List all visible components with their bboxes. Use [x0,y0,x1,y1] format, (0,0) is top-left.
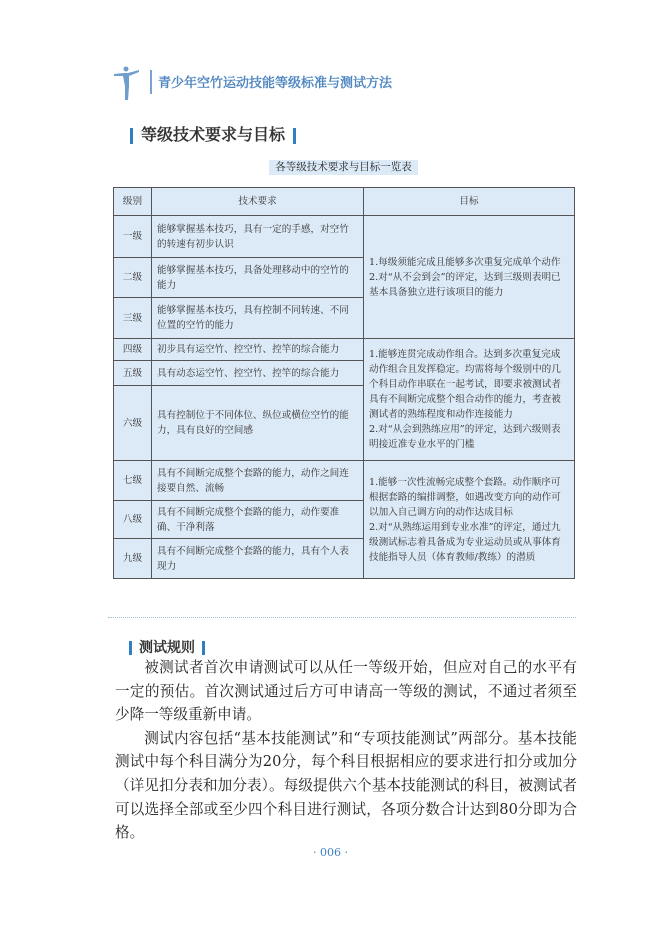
goal-cell [364,216,575,339]
paragraph: 被测试者首次申请测试可以从任一等级开始，但应对自己的水平有一定的预估。首次测试通过后方可申请高一等级的测试，不通过者须至少降一等级重新申请。 [115,659,577,724]
table-header-row [114,188,575,216]
requirement-cell: 具有不间断完成整个套路的能力，动作要准确、干净利落 [152,501,364,539]
athlete-figure-icon [112,64,142,102]
requirement-cell: 能够掌握基本技巧，具有控制不同转速、不同位置的空竹的能力 [152,298,364,339]
table-row [114,339,575,361]
table-row [114,216,575,258]
levels-table [113,187,575,579]
body-text [115,656,577,845]
requirement-cell: 具有动态运空竹、控空竹、控竿的综合能力 [152,361,364,386]
table-caption: 各等级技术要求与目标一览表 [269,160,418,175]
goal-cell [364,461,575,579]
goal-cell [364,339,575,461]
goal-line: 1.每级须能完成且能够多次重复完成单个动作 [369,256,561,268]
requirement-cell: 初步具有运空竹、控空竹、控竿的综合能力 [152,339,364,361]
goal-line: 1.能够连贯完成动作组合。达到多次重复完成动作组合且发挥稳定。均需将每个级别中的几个科目动作串联在一起考试，即要求被测试者具有不间断完成整个组合动作的能力，考查被测试者的熟练程度和动作连接能力 [369,349,561,420]
paragraph: 测试内容包括“基本技能测试”和“专项技能测试”两部分。基本技能测试中每个科目满分为20分，每个科目根据相应的要求进行扣分或加分（详见扣分表和加分表）。每级提供六个基本技能测试的科目，被测试者可以选择全部或至少四个科目进行测试，各项分数合计达到80分即为合格。 [115,729,577,842]
section-heading-rules [122,637,212,657]
level-cell: 八级 [114,501,152,539]
goal-line: 2.对“从熟练运用到专业水准”的评定，通过九级测试标志着具备成为专业运动员或从事体育技能指导人员（体育教师/教练）的潜质 [369,521,561,563]
goal-line: 1.能够一次性流畅完成整个套路。动作顺序可根据套路的编排调整，如遇改变方向的动作可以加入自己调方向的动作达成目标 [369,476,561,518]
header-goal: 目标 [364,188,575,216]
page-number: · 006 · [313,846,348,859]
requirement-cell: 具有不间断完成整个套路的能力，动作之间连接要自然、流畅 [152,461,364,501]
section-heading-levels [122,122,304,145]
requirement-cell: 具有控制位于不同体位、纵位或横位空竹的能力，具有良好的空间感 [152,386,364,461]
level-cell: 七级 [114,461,152,501]
requirement-cell: 具有不间断完成整个套路的能力，具有个人表现力 [152,539,364,579]
requirement-cell: 能够掌握基本技巧，具有一定的手感，对空竹的转速有初步认识 [152,216,364,258]
dotted-divider [108,617,576,618]
level-cell: 五级 [114,361,152,386]
level-cell: 六级 [114,386,152,461]
level-cell: 二级 [114,258,152,298]
book-title: 青少年空竹运动技能等级标准与测试方法 [158,76,393,91]
section-title: 测试规则 [139,640,195,656]
level-cell: 四级 [114,339,152,361]
goal-line: 2.对“从会到熟练应用”的评定，达到六级则表明接近准专业水平的门槛 [369,424,561,450]
section-title: 等级技术要求与目标 [141,125,286,144]
header-level: 级别 [114,188,152,216]
level-cell: 一级 [114,216,152,258]
level-cell: 九级 [114,539,152,579]
level-cell: 三级 [114,298,152,339]
header-requirement: 技术要求 [152,188,364,216]
requirement-cell: 能够掌握基本技巧，具备处理移动中的空竹的能力 [152,258,364,298]
table-row [114,461,575,501]
goal-line: 2.对“从不会到会”的评定，达到三级则表明已基本具备独立进行该项目的能力 [369,271,561,298]
header-divider [150,70,152,94]
